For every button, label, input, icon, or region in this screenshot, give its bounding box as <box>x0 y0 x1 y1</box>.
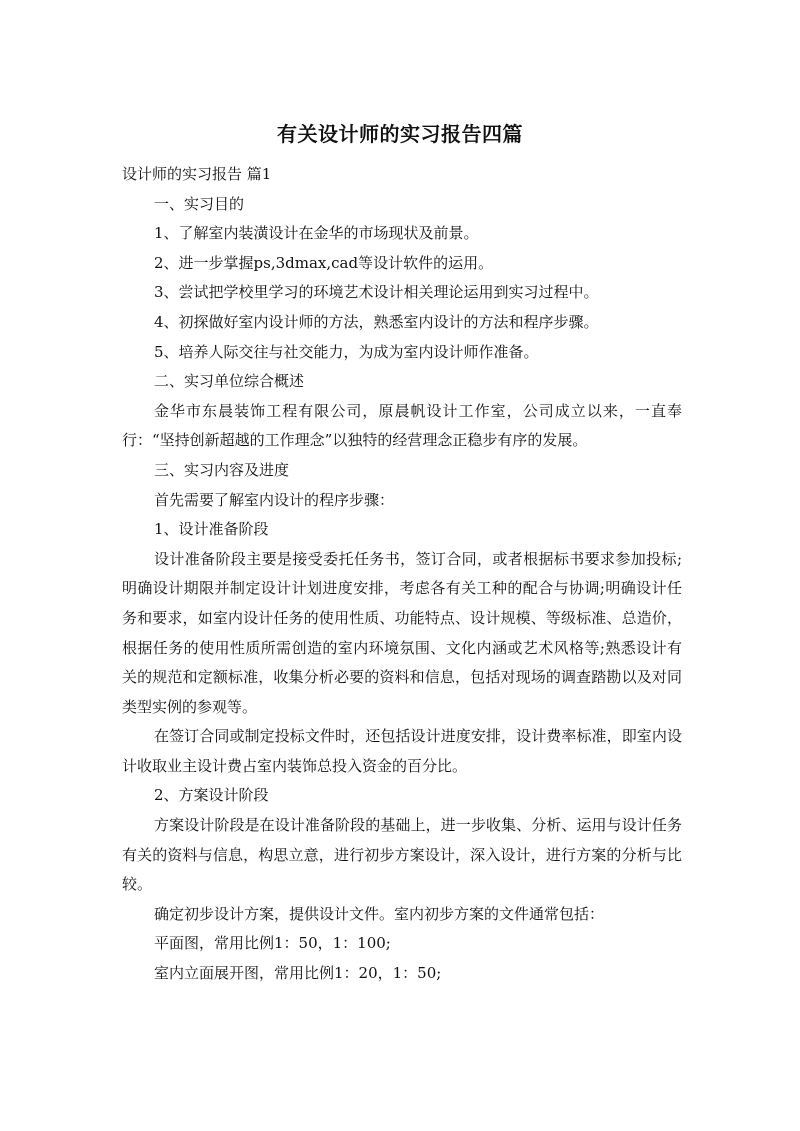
paragraph: 2、方案设计阶段 <box>154 786 269 805</box>
paragraph: 1、设计准备阶段 <box>154 520 269 539</box>
paragraph: 设计准备阶段主要是接受委托任务书，签订合同，或者根据标书要求参加投标;明确设计期限并制定设计计划进度安排，考虑各有关工种的配合与协调;明确设计任务和要求，如室内设计任务的使用性质、功能特点、设计规模、等级标准、总造价，根据任务的使用性质所需创造的室内环境氛围、文化内涵或艺术风格等;熟悉设计有关的规范和定额标准，收集分析必要的资料和信息，包括对现场的调查踏勘以及对同类型实例的参观等。 <box>122 549 682 716</box>
section-heading: 设计师的实习报告 篇1 <box>122 165 272 183</box>
paragraph: 方案设计阶段是在设计准备阶段的基础上，进一步收集、分析、运用与设计任务有关的资料与信息，构思立意，进行初步方案设计，深入设计，进行方案的分析与比较。 <box>122 816 682 894</box>
paragraph: 3、尝试把学校里学习的环境艺术设计相关理论运用到实习过程中。 <box>154 283 599 302</box>
paragraph: 5、培养人际交往与社交能力，为成为室内设计师作准备。 <box>154 342 539 361</box>
paragraph: 首先需要了解室内设计的程序步骤： <box>154 490 395 509</box>
paragraph: 一、实习目的 <box>154 194 245 213</box>
paragraph: 2、进一步掌握ps,3dmax,cad等设计软件的运用。 <box>154 253 494 272</box>
paragraph: 金华市东晨装饰工程有限公司，原晨帆设计工作室，公司成立以来，一直奉行：“坚持创新超越的工作理念”以独特的经营理念正稳步有序的发展。 <box>122 401 682 450</box>
paragraph: 1、了解室内装潢设计在金华的市场现状及前景。 <box>154 224 479 243</box>
paragraph: 三、实习内容及进度 <box>154 460 290 479</box>
paragraph: 在签订合同或制定投标文件时，还包括设计进度安排，设计费率标准，即室内设计收取业主设计费占室内装饰总投入资金的百分比。 <box>122 727 682 775</box>
paragraph: 确定初步设计方案，提供设计文件。室内初步方案的文件通常包括： <box>154 904 605 923</box>
document-title: 有关设计师的实习报告四篇 <box>277 122 523 146</box>
paragraph: 4、初探做好室内设计师的方法，熟悉室内设计的方法和程序步骤。 <box>154 312 599 331</box>
paragraph: 二、实习单位综合概述 <box>154 372 305 391</box>
document-body <box>122 160 682 989</box>
paragraph: 室内立面展开图，常用比例1：20，1：50; <box>154 964 442 983</box>
paragraph: 平面图，常用比例1：50，1：100; <box>154 934 391 953</box>
